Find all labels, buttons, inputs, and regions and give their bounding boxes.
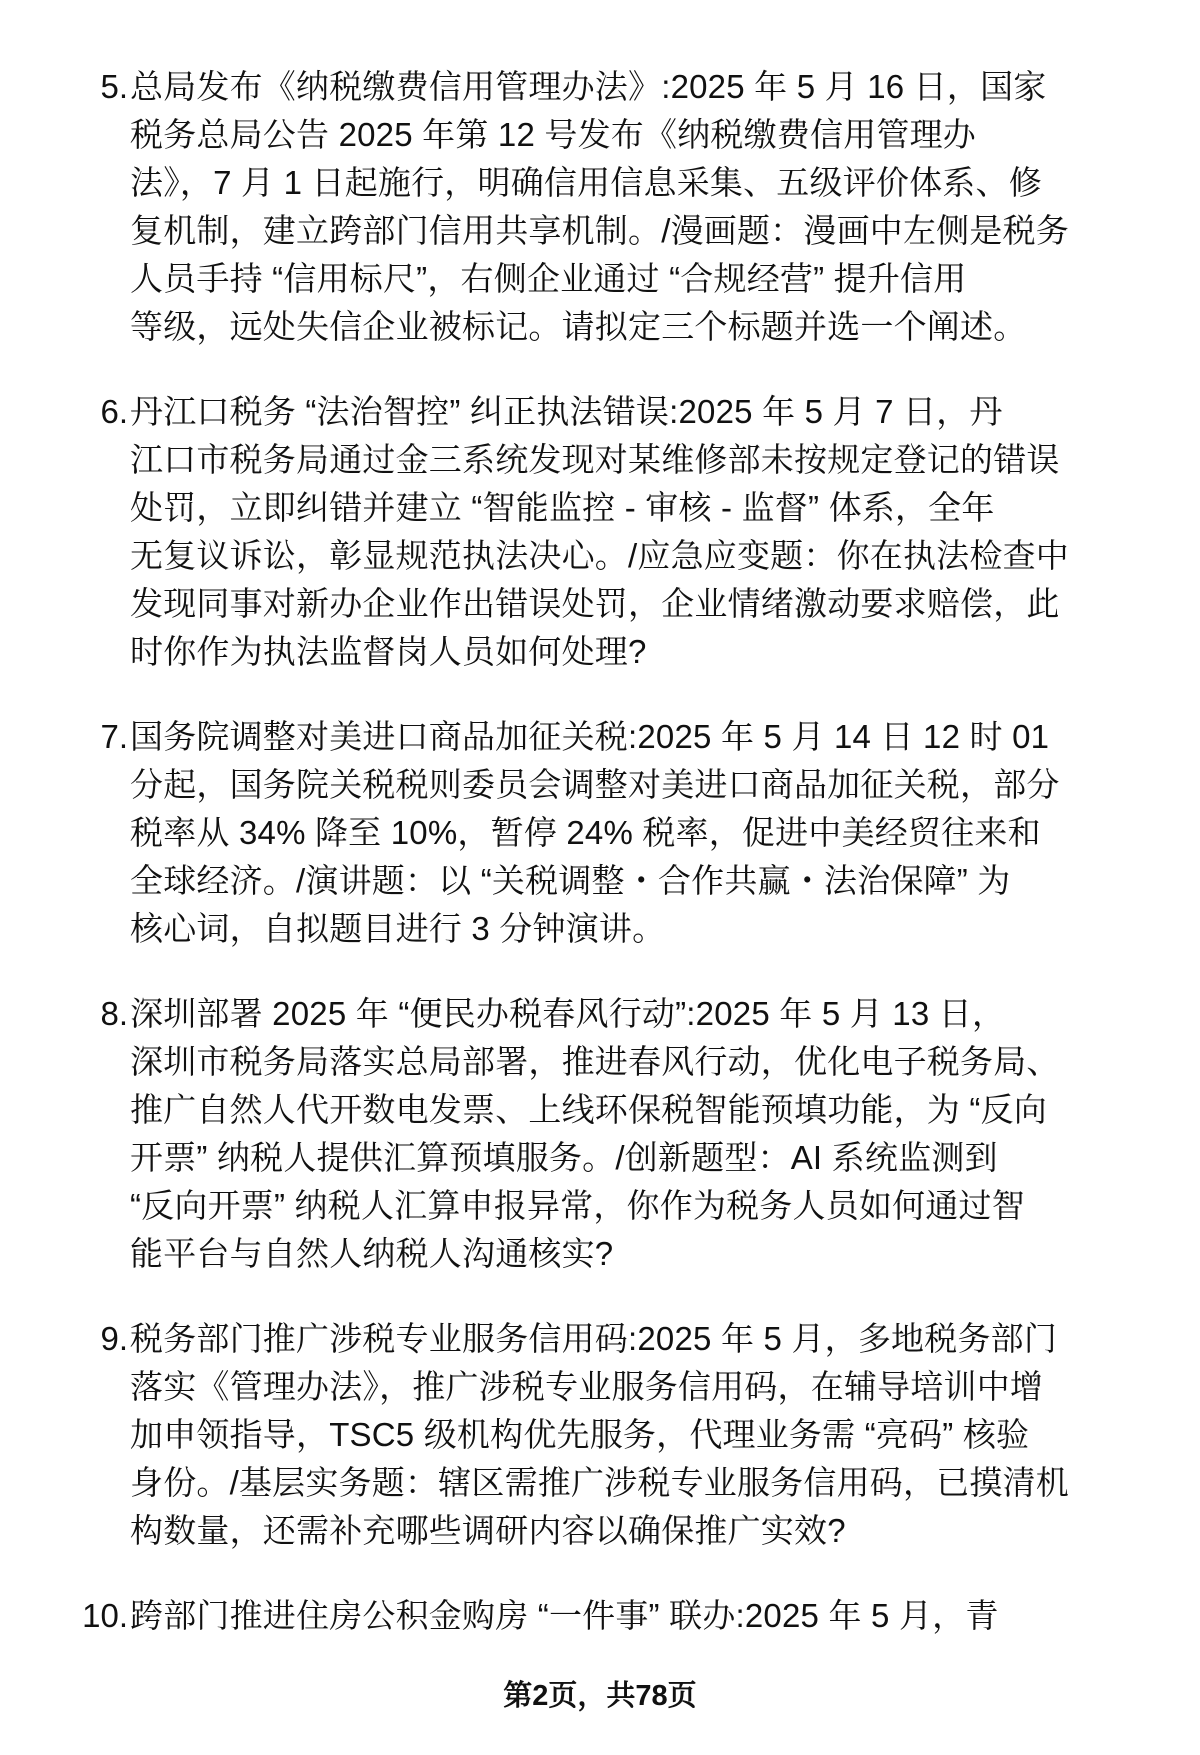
page-indicator: 第2页，共78页: [503, 1680, 697, 1712]
item-text: [130, 1315, 1200, 1555]
text-line: 等级，远处失信企业被标记。请拟定三个标题并选一个阐述。: [130, 308, 1027, 345]
item-text: [130, 1592, 1200, 1640]
item-number: 7.: [100, 718, 128, 755]
text-line: 税务部门推广涉税专业服务信用码:2025 年 5 月，多地税务部门: [130, 1320, 1058, 1357]
text-line: 处罚，立即纠错并建立 “智能监控 - 审核 - 监督” 体系，全年: [130, 489, 995, 526]
item-text: [130, 388, 1200, 676]
text-line: 全球经济。/演讲题：以 “关税调整・合作共赢・法治保障” 为: [130, 862, 1011, 899]
text-line: 构数量，还需补充哪些调研内容以确保推广实效?: [130, 1512, 846, 1549]
text-line: 落实《管理办法》，推广涉税专业服务信用码，在辅导培训中增: [130, 1368, 1044, 1405]
item-text: [130, 63, 1200, 351]
text-line: 跨部门推进住房公积金购房 “一件事” 联办:2025 年 5 月，青: [130, 1597, 999, 1634]
text-line: 深圳部署 2025 年 “便民办税春风行动”:2025 年 5 月 13 日，: [130, 995, 1006, 1032]
list-item: [0, 990, 1200, 1278]
list-item: [0, 63, 1200, 351]
item-number: 6.: [100, 393, 128, 430]
item-number: 10.: [82, 1597, 128, 1634]
text-line: 推广自然人代开数电发票、上线环保税智能预填功能，为 “反向: [130, 1091, 1047, 1128]
text-line: 税率从 34% 降至 10%，暂停 24% 税率，促进中美经贸往来和: [130, 814, 1041, 851]
text-line: 税务总局公告 2025 年第 12 号发布《纳税缴费信用管理办: [130, 116, 976, 153]
text-line: 能平台与自然人纳税人沟通核实?: [130, 1235, 614, 1272]
text-line: 核心词，自拟题目进行 3 分钟演讲。: [130, 910, 666, 947]
text-line: 江口市税务局通过金三系统发现对某维修部未按规定登记的错误: [130, 441, 1060, 478]
text-line: 总局发布《纳税缴费信用管理办法》:2025 年 5 月 16 日，国家: [130, 68, 1047, 105]
text-line: 开票” 纳税人提供汇算预填服务。/创新题型：AI 系统监测到: [130, 1139, 998, 1176]
text-line: 人员手持 “信用标尺”，右侧企业通过 “合规经营” 提升信用: [130, 260, 967, 297]
list-item: [0, 1315, 1200, 1555]
list-item: [0, 388, 1200, 676]
text-line: “反向开票” 纳税人汇算申报异常，你作为税务人员如何通过智: [130, 1187, 1025, 1224]
text-line: 时你作为执法监督岗人员如何处理?: [130, 633, 647, 670]
item-text: [130, 713, 1200, 953]
item-number: 8.: [100, 995, 128, 1032]
text-line: 无复议诉讼，彰显规范执法决心。/应急应变题：你在执法检查中: [130, 537, 1069, 574]
text-line: 身份。/基层实务题：辖区需推广涉税专业服务信用码，已摸清机: [130, 1464, 1069, 1501]
text-line: 发现同事对新办企业作出错误处罚，企业情绪激动要求赔偿，此: [130, 585, 1060, 622]
item-number: 9.: [100, 1320, 128, 1357]
text-line: 丹江口税务 “法治智控” 纠正执法错误:2025 年 5 月 7 日，丹: [130, 393, 1003, 430]
text-line: 深圳市税务局落实总局部署，推进春风行动，优化电子税务局、: [130, 1043, 1060, 1080]
item-text: [130, 990, 1200, 1278]
list-item: [0, 713, 1200, 953]
document-body: [0, 63, 1200, 1677]
text-line: 国务院调整对美进口商品加征关税:2025 年 5 月 14 日 12 时 01: [130, 718, 1050, 755]
list-item: [0, 1592, 1200, 1640]
text-line: 加申领指导，TSC5 级机构优先服务，代理业务需 “亮码” 核验: [130, 1416, 1030, 1453]
text-line: 分起，国务院关税税则委员会调整对美进口商品加征关税，部分: [130, 766, 1060, 803]
text-line: 复机制，建立跨部门信用共享机制。/漫画题：漫画中左侧是税务: [130, 212, 1069, 249]
text-line: 法》，7 月 1 日起施行，明确信用信息采集、五级评价体系、修: [130, 164, 1042, 201]
item-number: 5.: [100, 68, 128, 105]
